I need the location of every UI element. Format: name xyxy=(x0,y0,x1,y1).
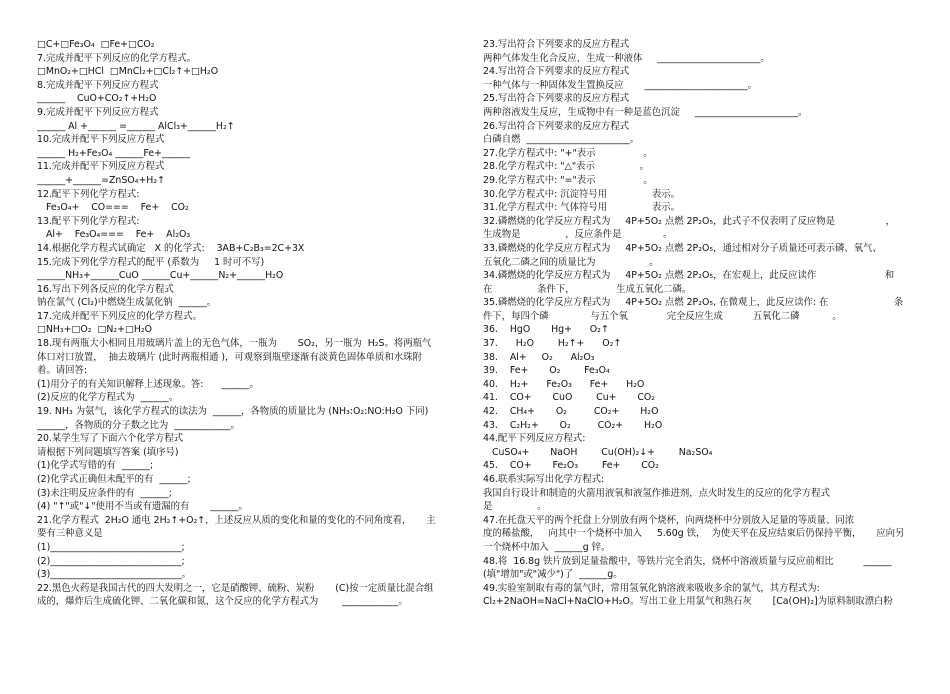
right-column-line: 一种气体与一种固体发生置换反应 ______________________。 xyxy=(483,79,757,91)
left-column-line: ______ H₂+Fe₃O₄ ______Fe+______ xyxy=(37,147,191,159)
right-column-line: 两种溶液发生反应，生成物中有一种是蓝色沉淀 ______________________。 xyxy=(483,106,808,118)
left-column-line: 10.完成并配平下列反应方程式 xyxy=(37,134,165,146)
right-column-line: Cl₂+2NaOH=NaCl+NaClO+H₂O。写出工业上用氯气和熟石灰 [Ca(OH)₂]为原料制取漂白粉 xyxy=(483,596,893,608)
right-column-line: 38. Al+ O₂ Al₂O₃ xyxy=(483,351,595,363)
left-column-line: 13.配平下列化学方程式: xyxy=(37,215,140,227)
right-column-line: 白磷自燃 ______________________。 xyxy=(483,134,639,146)
right-column-line: (填"增加"或"减少")了 ______g。 xyxy=(483,569,623,581)
left-column-line: 16.写出下列各反应的化学方程式 xyxy=(37,283,174,295)
right-column-line: 40. H₂+ Fe₂O₃ Fe+ H₂O xyxy=(483,378,645,390)
right-column-line: 我国自行设计和制造的火箭用液氧和液氢作推进剂，点火时发生的反应的化学方程式 xyxy=(483,487,830,499)
left-column-line: Fe₃O₄+ CO=== Fe+ CO₂ xyxy=(37,202,189,214)
left-column-line: (1)化学式写错的有 ______; xyxy=(37,460,154,472)
right-column-line: 47.在托盘天平的两个托盘上分别放有两个烧杯，向两烧杯中分别放入足量的等质量、同浓 xyxy=(483,514,855,526)
left-column-line: 9.完成并配平下列反应方程式 xyxy=(37,106,159,118)
left-column-line: □C+□Fe₃O₄ □Fe+□CO₂ xyxy=(37,39,155,50)
left-column-line: 22.黑色火药是我国古代的四大发明之一，它是硝酸钾、硫粉、炭粉 (C)按一定质量比混合组 xyxy=(37,582,434,594)
left-column-line: ______+______=ZnSO₄+H₂↑ xyxy=(37,174,165,186)
left-column-line: 11.完成并配平下列反应方程式 xyxy=(37,161,165,173)
right-column-line: 27.化学方程式中: "+"表示 。 xyxy=(483,147,653,159)
left-column-line: (2)反应的化学方程式为 ______。 xyxy=(37,392,179,404)
left-column-line: 21.化学方程式 2H₂O 通电 2H₂↑+O₂↑，上述反应从质的变化和量的变化的不同角度看， 主 xyxy=(37,514,436,526)
left-column-line: (3)____________________________。 xyxy=(37,569,191,581)
right-column-line: 度的稀盐酸， 向其中一个烧杯中加入 5.60g 铁， 为使天平在反应结束后仍保持平衡， 应向另 xyxy=(483,528,905,540)
right-column-line: 46.联系实际写出化学方程式: xyxy=(483,474,605,485)
left-column-line: 20.某学生写了下面六个化学方程式 xyxy=(37,433,184,445)
right-column-line: 24.写出符合下列要求的反应方程式 xyxy=(483,66,630,78)
left-column-line: 8.完成并配平下列反应方程式 xyxy=(37,79,159,91)
left-column-line: ______ CuO+CO₂↑+H₂O xyxy=(37,93,157,105)
left-column-line: 7.完成并配平下列反应的化学方程式。 xyxy=(37,52,196,64)
right-column-line: 五氧化二磷之间的质量比为 。 xyxy=(483,256,659,268)
left-column-line: ______ Al +______ =______ AlCl₃+______H₂↑ xyxy=(37,120,235,132)
right-column-line: 45. CO+ Fe₂O₃ Fe+ CO₂ xyxy=(483,460,659,472)
right-column-line: 39. Fe+ O₂ Fe₃O₄ xyxy=(483,365,610,377)
right-column-line: 32.磷燃烧的化学反应方程式为 4P+5O₂ 点燃 2P₂O₅，此式子不仅表明了反应物是 ， xyxy=(483,215,896,227)
left-column-line: □NH₃+□O₂ □N₂+□H₂O xyxy=(37,324,153,336)
left-column-line: (1)____________________________; xyxy=(37,541,185,553)
right-column-line: 30.化学方程式中: 沉淀符号用 表示。 xyxy=(483,188,680,200)
left-column xyxy=(37,38,467,609)
right-column-line: 26.写出符合下列要求的反应方程式 xyxy=(483,120,630,132)
right-column-line: 两种气体发生化合反应，生成一种液体 ______________________。 xyxy=(483,52,770,64)
left-column-line: ______，各物质的分子数之比为 ____________。 xyxy=(37,419,240,431)
right-column-line: 25.写出符合下列要求的反应方程式 xyxy=(483,93,630,105)
right-column-line: 44.配平下列反应方程式: xyxy=(483,433,586,445)
right-column xyxy=(483,38,915,609)
left-column-line: 12.配平下列化学方程式: xyxy=(37,188,140,200)
right-column-line: 29.化学方程式中: "="表示 。 xyxy=(483,174,653,186)
left-column-line: 19. NH₃ 为氨气，该化学方程式的读法为 ______，各物质的质量比为 (NH₃:O₂:NO:H₂O 下同) xyxy=(37,406,429,418)
left-column-line: 14.根据化学方程式试确定 X 的化学式: 3AB+C₂B₃=2C+3X xyxy=(37,242,305,254)
right-column-line: 35.磷燃烧的化学反应方程式为 4P+5O₂ 点燃 2P₂O₅, 在微观上，此反应读作: 在 条 xyxy=(483,297,904,309)
right-column-line: 34.磷燃烧的化学反应方程式为 4P+5O₂ 点燃 2P₂O₅，在宏观上，此反应读作 和 xyxy=(483,270,895,282)
left-column-line: (4) "↑"或"↓"使用不当或有遗漏的有 ______。 xyxy=(37,501,248,513)
right-column-line: 41. CO+ CuO Cu+ CO₂ xyxy=(483,392,656,404)
right-column-line: 43. C₂H₂+ O₂ CO₂+ H₂O xyxy=(483,419,663,431)
left-column-line: 体口对口放置， 抽去玻璃片 (此时两瓶相通 )，可观察到瓶壁逐渐有淡黄色固体单质和水珠附 xyxy=(37,351,422,363)
left-column-line: (1)用分子的有关知识解释上述现象。答: ______。 xyxy=(37,378,259,390)
right-column-line: 33.磷燃烧的化学反应方程式为 4P+5O₂ 点燃 2P₂O₅，通过相对分子质量还可表示磷、氧气、 xyxy=(483,242,882,254)
left-column-line: 着。请回答: xyxy=(37,365,88,377)
right-column-line: 49.实验室制取有毒的氯气时，常用氢氧化钠溶液来吸收多余的氯气，其方程式为: xyxy=(483,582,820,594)
right-column-line: 生成物是 ，反应条件是 。 xyxy=(483,229,673,241)
left-column-line: 请根据下列问题填写答案 (填序号) xyxy=(37,446,179,458)
right-column-line: 件下，每四个磷 与五个氧 完全反应生成 五氧化二磷 。 xyxy=(483,310,842,322)
right-column-line: 48.将 16.8g 铁片放到足量盐酸中，等铁片完全消失，烧杯中溶液质量与反应前相比 ______ xyxy=(483,555,892,567)
left-column-line: 17.完成并配平下列反应的化学方程式。 xyxy=(37,310,202,322)
right-column-line: 31.化学方程式中: 气体符号用 表示。 xyxy=(483,202,680,214)
left-column-line: □MnO₂+□HCl □MnCl₂+□Cl₂↑+□H₂O xyxy=(37,66,219,78)
left-column-line: (2)化学式正确但未配平的有 ______; xyxy=(37,474,191,485)
left-column-line: 18.现有两瓶大小相同且用玻璃片盖上的无色气体，一瓶为 SO₂，另一瓶为 H₂S。将两瓶气 xyxy=(37,338,432,350)
right-column-line: 23.写出符合下列要求的反应方程式 xyxy=(483,39,630,50)
left-column-line: ______NH₃+______CuO ______Cu+______N₂+______H₂O xyxy=(37,270,284,282)
left-column-line: 钠在氯气 (Cl₂)中燃烧生成氯化钠 ______。 xyxy=(37,297,217,309)
right-column-line: 是 。 xyxy=(483,501,547,513)
right-column-line: 42. CH₄+ O₂ CO₂+ H₂O xyxy=(483,406,659,418)
left-column-line: 15.完成下列化学方程式的配平 (系数为 1 时可不写) xyxy=(37,256,265,268)
right-column-line: 37. H₂O H₂↑+ O₂↑ xyxy=(483,338,622,350)
right-column-line: 28.化学方程式中: "△"表示 。 xyxy=(483,161,649,173)
left-column-line: (3)未注明反应条件的有 ______; xyxy=(37,487,172,499)
left-column-line: Al+ Fe₃O₄=== Fe+ Al₂O₃ xyxy=(37,229,191,241)
left-column-line: (2)____________________________; xyxy=(37,555,185,567)
left-column-line: 要有三种意义是 xyxy=(37,528,103,540)
left-column-line: 成的，爆炸后生成硫化钾、二氧化碳和氮，这个反应的化学方程式为 ____________。 xyxy=(37,596,408,608)
right-column-line: 36. HgO Hg+ O₂↑ xyxy=(483,324,609,336)
right-column-line: 一个烧杯中加入 ______g 锌。 xyxy=(483,541,611,553)
right-column-line: 在 条件下， 生成五氧化二磷。 xyxy=(483,283,692,295)
right-column-line: CuSO₄+ NaOH Cu(OH)₂↓+ Na₂SO₄ xyxy=(483,446,713,458)
